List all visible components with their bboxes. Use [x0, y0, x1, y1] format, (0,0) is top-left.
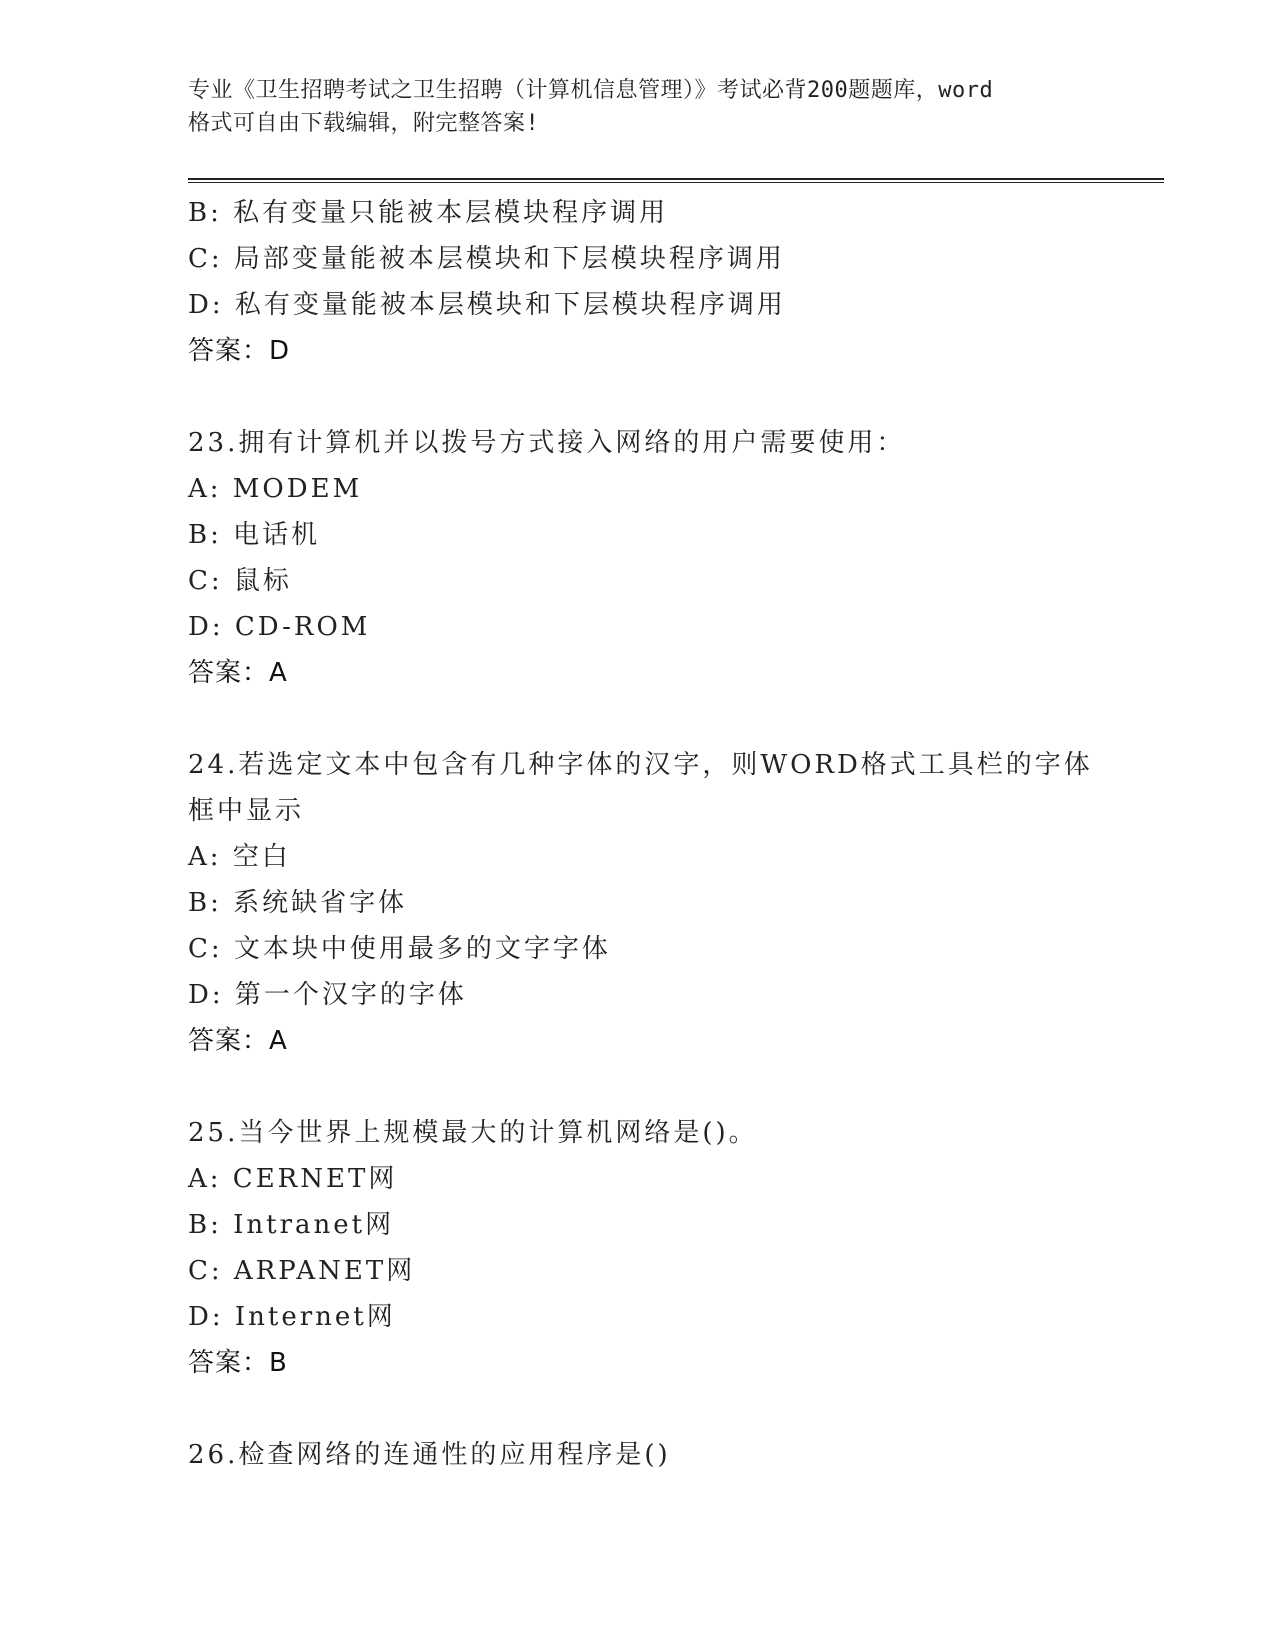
option-a: A: MODEM — [188, 474, 363, 504]
spacer — [188, 1064, 1088, 1110]
spacer — [188, 696, 1088, 742]
document-header — [188, 74, 1088, 140]
question-25 — [188, 1110, 1088, 1386]
option-a: A: 空白 — [188, 842, 291, 872]
question-stem: 25.当今世界上规模最大的计算机网络是()。 — [188, 1118, 758, 1148]
option-b: B: 私有变量只能被本层模块程序调用 — [188, 198, 669, 228]
header-divider — [188, 178, 1164, 183]
answer-line: 答案：B — [188, 1348, 288, 1378]
option-c: C: 鼠标 — [188, 566, 292, 596]
question-26 — [188, 1432, 1088, 1478]
question-stem: 26.检查网络的连通性的应用程序是() — [188, 1440, 671, 1470]
question-stem-continued: 框中显示 — [188, 796, 305, 826]
question-22-tail — [188, 190, 1088, 374]
option-c: C: 局部变量能被本层模块和下层模块程序调用 — [188, 244, 785, 274]
question-23 — [188, 420, 1088, 696]
answer-line: 答案：A — [188, 658, 288, 688]
option-b: B: Intranet网 — [188, 1210, 395, 1240]
question-list — [188, 190, 1093, 1478]
header-line-1: 专业《卫生招聘考试之卫生招聘（计算机信息管理）》考试必背200题题库，word — [188, 78, 994, 103]
option-b: B: 电话机 — [188, 520, 321, 550]
question-stem: 23.拥有计算机并以拨号方式接入网络的用户需要使用： — [188, 428, 906, 458]
option-d: D: Internet网 — [188, 1302, 396, 1332]
spacer — [188, 374, 1088, 420]
option-a: A: CERNET网 — [188, 1164, 398, 1194]
answer-line: 答案：A — [188, 1026, 288, 1056]
option-b: B: 系统缺省字体 — [188, 888, 408, 918]
answer-line: 答案：D — [188, 336, 291, 366]
option-c: C: 文本块中使用最多的文字字体 — [188, 934, 611, 964]
question-stem: 24.若选定文本中包含有几种字体的汉字，则WORD格式工具栏的字体 — [188, 750, 1093, 780]
option-d: D: 第一个汉字的字体 — [188, 980, 467, 1010]
question-24 — [188, 742, 1093, 1064]
header-line-2: 格式可自由下载编辑，附完整答案! — [188, 111, 540, 136]
spacer — [188, 1386, 1088, 1432]
option-c: C: ARPANET网 — [188, 1256, 416, 1286]
option-d: D: 私有变量能被本层模块和下层模块程序调用 — [188, 290, 786, 320]
option-d: D: CD-ROM — [188, 612, 371, 642]
